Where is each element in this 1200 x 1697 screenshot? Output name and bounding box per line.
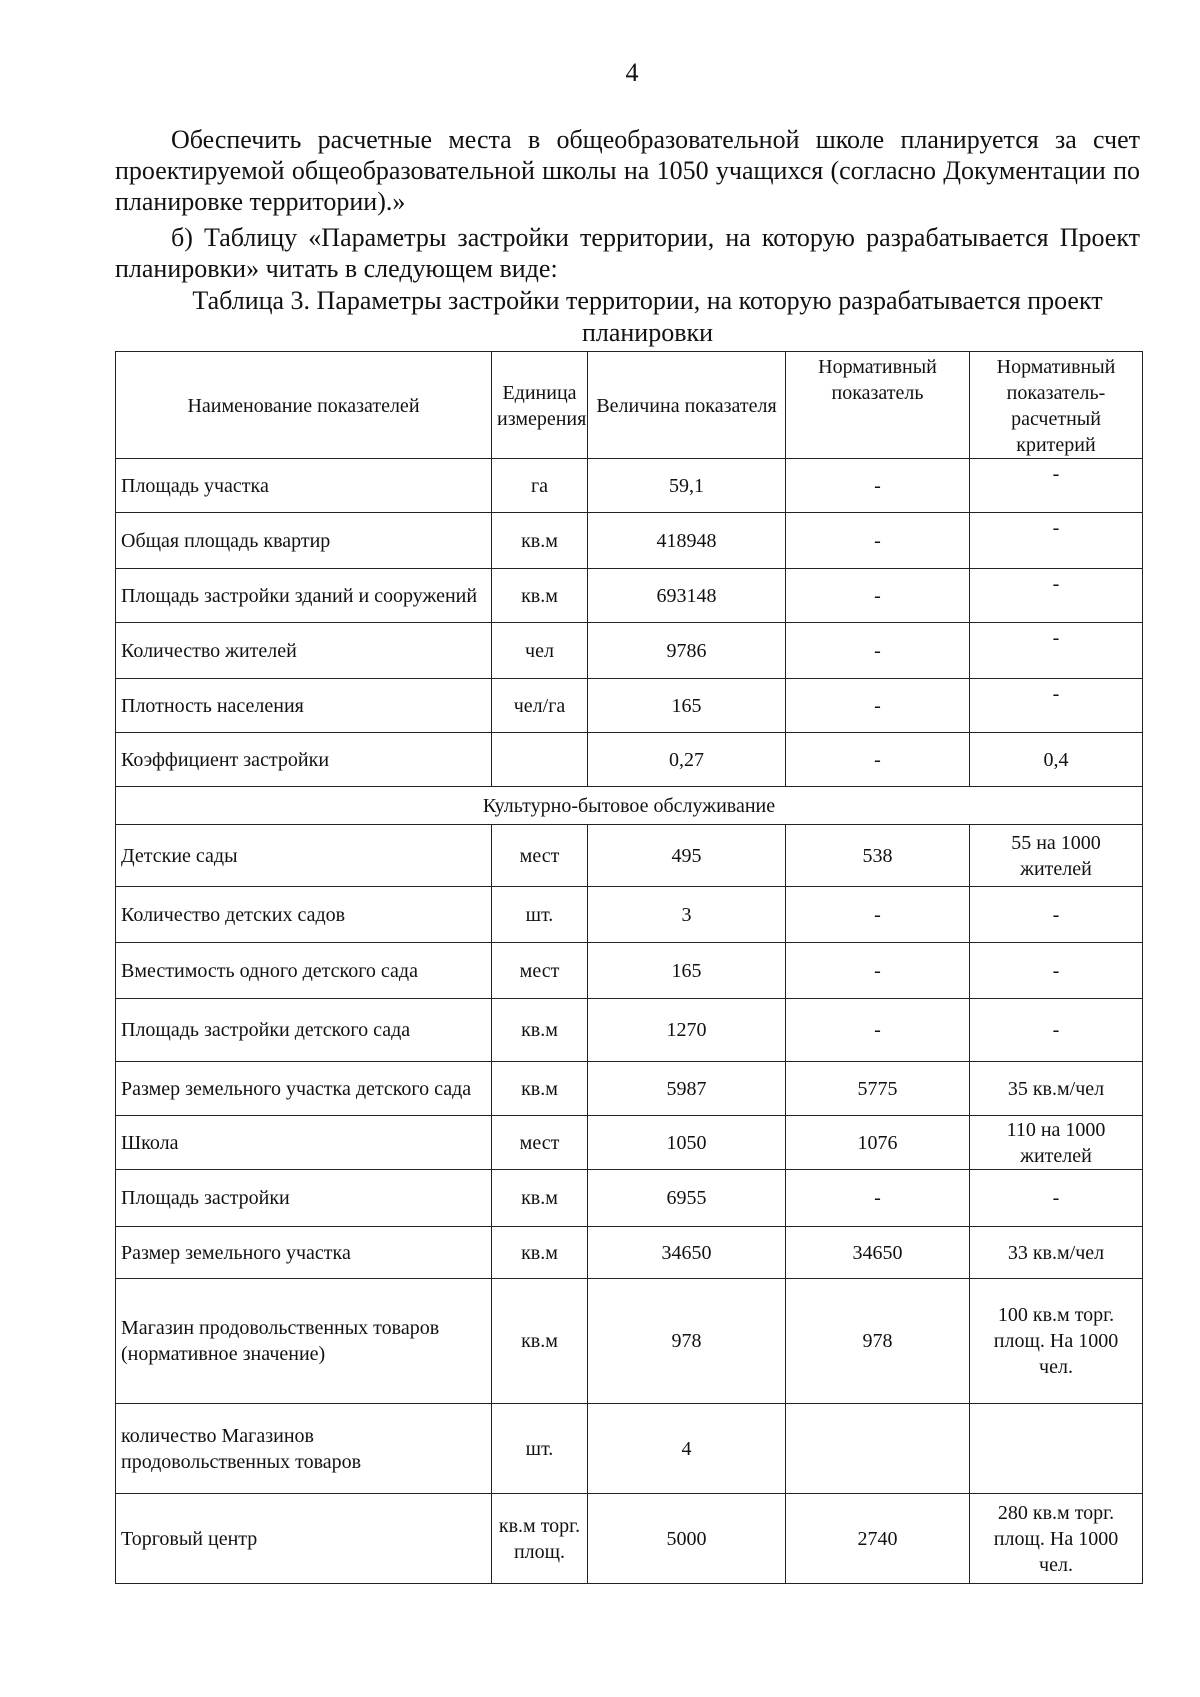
cell-name: Размер земельного участка [116, 1227, 492, 1279]
cell-value: 495 [588, 825, 786, 887]
cell-criterion: 35 кв.м/чел [970, 1062, 1143, 1116]
cell-unit: кв.м [492, 1062, 588, 1116]
cell-criterion: - [970, 569, 1143, 623]
table-caption: Таблица 3. Параметры застройки территории, на которую разрабатывается проект планировки [192, 286, 1103, 347]
cell-name: Торговый центр [116, 1494, 492, 1584]
cell-criterion: - [970, 513, 1143, 569]
cell-norm: - [786, 733, 970, 787]
cell-unit: кв.м [492, 1279, 588, 1404]
header-norm-criterion: Нормативный показатель-расчетный критерий [970, 352, 1143, 459]
cell-value: 165 [588, 943, 786, 999]
cell-unit: кв.м [492, 1170, 588, 1227]
header-norm: Нормативный показатель [786, 352, 970, 459]
paragraph-school-places: Обеспечить расчетные места в общеобразовательной школе планируется за счет проектируемой общеобразовательной школы на 1050 учащихся (согласно Документации по планировке территории).» [115, 125, 1140, 216]
cell-unit: мест [492, 825, 588, 887]
cell-criterion [970, 1404, 1143, 1494]
cell-unit: кв.м торг. площ. [492, 1494, 588, 1584]
cell-name: Размер земельного участка детского сада [116, 1062, 492, 1116]
cell-criterion: 100 кв.м торг. площ. На 1000 чел. [970, 1279, 1143, 1404]
cell-unit: кв.м [492, 1227, 588, 1279]
cell-unit: чел [492, 623, 588, 679]
cell-name: Вместимость одного детского сада [116, 943, 492, 999]
table-row [116, 459, 1143, 513]
cell-norm: - [786, 623, 970, 679]
header-name: Наименование показателей [116, 352, 492, 459]
cell-norm: - [786, 513, 970, 569]
cell-unit: шт. [492, 887, 588, 943]
cell-norm: - [786, 943, 970, 999]
cell-norm: 2740 [786, 1494, 970, 1584]
table-row [116, 1279, 1143, 1404]
table-row [116, 887, 1143, 943]
cell-name: Площадь застройки зданий и сооружений [116, 569, 492, 623]
table-row [116, 733, 1143, 787]
table-row [116, 1404, 1143, 1494]
cell-criterion: - [970, 1170, 1143, 1227]
cell-value: 418948 [588, 513, 786, 569]
cell-unit: мест [492, 943, 588, 999]
cell-unit: чел/га [492, 679, 588, 733]
cell-value: 3 [588, 887, 786, 943]
table-row [116, 679, 1143, 733]
table-row [116, 623, 1143, 679]
cell-criterion: - [970, 943, 1143, 999]
table-row [116, 569, 1143, 623]
cell-unit: га [492, 459, 588, 513]
table-row [116, 1227, 1143, 1279]
cell-norm: - [786, 569, 970, 623]
cell-unit: кв.м [492, 999, 588, 1062]
cell-criterion: - [970, 999, 1143, 1062]
cell-criterion: 33 кв.м/чел [970, 1227, 1143, 1279]
cell-value: 5987 [588, 1062, 786, 1116]
cell-criterion: - [970, 887, 1143, 943]
cell-norm [786, 1404, 970, 1494]
table-header-row [116, 352, 1143, 459]
cell-name: Детские сады [116, 825, 492, 887]
cell-name: Площадь участка [116, 459, 492, 513]
cell-value: 59,1 [588, 459, 786, 513]
header-value: Величина показателя [588, 352, 786, 459]
cell-criterion: 55 на 1000 жителей [970, 825, 1143, 887]
cell-criterion: 110 на 1000 жителей [970, 1116, 1143, 1170]
cell-norm: 538 [786, 825, 970, 887]
cell-norm: - [786, 887, 970, 943]
parameters-table [115, 351, 1143, 1584]
cell-name: Плотность населения [116, 679, 492, 733]
cell-name: Школа [116, 1116, 492, 1170]
cell-value: 6955 [588, 1170, 786, 1227]
cell-name: количество Магазинов продовольственных товаров [116, 1404, 492, 1494]
table-row [116, 513, 1143, 569]
cell-unit: мест [492, 1116, 588, 1170]
page-number: 4 [625, 58, 639, 87]
cell-norm: - [786, 1170, 970, 1227]
cell-name: Общая площадь квартир [116, 513, 492, 569]
cell-value: 5000 [588, 1494, 786, 1584]
cell-unit: шт. [492, 1404, 588, 1494]
paragraph-table-instruction: б) Таблицу «Параметры застройки территории, на которую разрабатывается Проект планировки» читать в следующем виде: [115, 223, 1140, 283]
table-row [116, 999, 1143, 1062]
table-body-section [116, 787, 1143, 825]
cell-name: Количество жителей [116, 623, 492, 679]
cell-norm: - [786, 459, 970, 513]
cell-unit [492, 733, 588, 787]
cell-norm: 34650 [786, 1227, 970, 1279]
cell-value: 693148 [588, 569, 786, 623]
section-label: Культурно-бытовое обслуживание [116, 787, 1143, 825]
table-row [116, 1170, 1143, 1227]
cell-norm: 1076 [786, 1116, 970, 1170]
cell-criterion: - [970, 623, 1143, 679]
header-unit: Единица измерения [492, 352, 588, 459]
cell-unit: кв.м [492, 513, 588, 569]
cell-norm: - [786, 679, 970, 733]
table-row [116, 1116, 1143, 1170]
cell-value: 34650 [588, 1227, 786, 1279]
cell-name: Количество детских садов [116, 887, 492, 943]
section-row [116, 787, 1143, 825]
cell-criterion: 0,4 [970, 733, 1143, 787]
cell-norm: 978 [786, 1279, 970, 1404]
table-row [116, 825, 1143, 887]
cell-criterion: 280 кв.м торг. площ. На 1000 чел. [970, 1494, 1143, 1584]
table-row [116, 1062, 1143, 1116]
cell-unit: кв.м [492, 569, 588, 623]
cell-value: 165 [588, 679, 786, 733]
cell-norm: 5775 [786, 1062, 970, 1116]
cell-norm: - [786, 999, 970, 1062]
table-row [116, 1494, 1143, 1584]
cell-value: 1050 [588, 1116, 786, 1170]
cell-value: 1270 [588, 999, 786, 1062]
cell-criterion: - [970, 679, 1143, 733]
cell-value: 978 [588, 1279, 786, 1404]
cell-name: Магазин продовольственных товаров (нормативное значение) [116, 1279, 492, 1404]
table-body-services [116, 825, 1143, 1584]
cell-value: 0,27 [588, 733, 786, 787]
cell-value: 9786 [588, 623, 786, 679]
cell-value: 4 [588, 1404, 786, 1494]
cell-name: Площадь застройки детского сада [116, 999, 492, 1062]
table-row [116, 943, 1143, 999]
cell-name: Площадь застройки [116, 1170, 492, 1227]
cell-criterion: - [970, 459, 1143, 513]
cell-name: Коэффициент застройки [116, 733, 492, 787]
table-body-general [116, 459, 1143, 787]
